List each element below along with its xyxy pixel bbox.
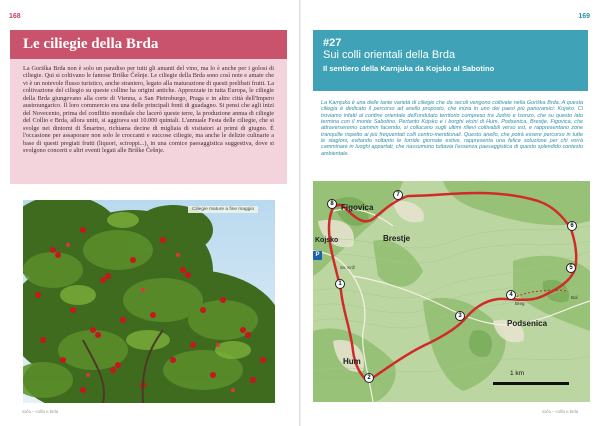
route-marker-2: 2 bbox=[364, 373, 374, 383]
map-label-podsenica: Podsenica bbox=[507, 319, 548, 328]
route-marker-4: 4 bbox=[506, 290, 516, 300]
map-scale-bar bbox=[493, 382, 569, 385]
map-label-figovica: Figovica bbox=[341, 203, 374, 212]
route-header-banner bbox=[313, 30, 588, 91]
route-marker-7: 7 bbox=[393, 190, 403, 200]
route-intro-text: La Karnjuka è una delle tante varietà di ciliegie che da secoli vengono coltivate nella Goriška Brda. A questa ciliegia è dedicato il percorso ad anello proposto, che inizia in uno dei paesi più panoramici: Kojsko. Ci troviamo infatti al confine orientale dell'ondulato territorio compreso tra Judrio e Isonzo, che su questo lato termina con il monte Sabotino. Pertanto Kojsko e i borghi vicini di Hum, Podsenica, Brestje, Figovica, che attraverseremo cammin facendo, si collocano sugli ultimi rilievi coltivabili verso est, e rappresentano zone tranquille rispetto ai più frequentati colli centro-meridionali. Questo anello, che potrà essere percorso in tutte le stagioni, evitando soltanto le torride giornate estive, rappresenta una felice soluzione per chi vorrà camminare in luoghi appartati, che riassumono tuttavia l'essenza paesaggistica di questo splendido contesto ambientale. bbox=[321, 100, 583, 157]
cherry-tree-photo bbox=[23, 200, 275, 403]
topographic-map bbox=[313, 181, 590, 402]
route-marker-6: 6 bbox=[567, 221, 577, 231]
map-label-bol: Bol bbox=[571, 295, 578, 300]
map-label-breg: Breg bbox=[515, 301, 525, 306]
left-page-title: Le ciliegie della Brda bbox=[23, 36, 159, 52]
map-scale-label: 1 km bbox=[510, 370, 525, 377]
right-page-number: 169 bbox=[578, 13, 590, 20]
route-marker-3: 3 bbox=[455, 311, 465, 321]
page-gutter bbox=[299, 0, 301, 426]
cherry-tree-illustration bbox=[23, 200, 275, 403]
left-footer: soča – collio e brda bbox=[22, 409, 59, 414]
left-text-box bbox=[10, 59, 287, 184]
left-page-number: 168 bbox=[9, 13, 21, 20]
map-label-hum: Hum bbox=[343, 357, 361, 366]
map-label-kojsko: Kojsko bbox=[315, 237, 339, 244]
right-footer: soča – collio e brda bbox=[542, 409, 579, 414]
route-marker-5: 5 bbox=[566, 263, 576, 273]
photo-caption: Ciliegie mature a fine maggio bbox=[188, 206, 258, 213]
route-intro bbox=[321, 100, 583, 157]
route-title: Sui colli orientali della Brda bbox=[323, 49, 456, 61]
route-map bbox=[313, 181, 590, 402]
map-label-sv-kriz: Sv. Križ bbox=[340, 265, 356, 270]
route-subtitle: Il sentiero della Karnjuka da Kojsko al Sabotino bbox=[323, 64, 495, 73]
route-marker-8: 8 bbox=[327, 199, 337, 209]
map-label-brestje: Brestje bbox=[383, 234, 411, 243]
parking-icon: P bbox=[313, 251, 322, 260]
route-number: #27 bbox=[323, 37, 342, 49]
route-marker-1: 1 bbox=[335, 279, 345, 289]
left-body-text: La Goriška Brda non è solo un paradiso per tutti gli amanti del vino, ma lo è anche per i golosi di ciliegie. Qui si coltivano le famose Briške Češnje. Le ciliegie della Brda sono così note e amate che vi è un notevole flusso turistico, anche straniero, legato alla maturazione di questi prelibati frutti. La coltivazione del ciliegio su queste colline ha origini antiche. Apprezzate in tutta Europa, le ciliegie della Brda giungevano alla corte di Vienna, a San Pietroburgo, Praga e in altre città dell'Impero austroungarico. Il loro commercio era una delle principali fonti di guadagno. Si pensi che agli inizi del Novecento, prima del conflitto mondiale che lacerò queste terre, la produzione annua di ciliegie del Collio e Brda, allora uniti, si aggirava sui 10.000 quintali. L'annuale Festa delle ciliegie, che si svolge nei dintorni di Šmartno, richiama decine di migliaia di visitatori ai primi di giugno. È l'occasione per assaporare non solo le croccanti e succose ciliegie, ma anche le delizie culinarie a base di questi pregiati frutti (liquori, sciroppi...), in una cornice paesaggistica suggestiva, dove si svolgono concerti e altri eventi legati alle Briške Češnje. bbox=[23, 65, 274, 154]
left-title-banner bbox=[10, 30, 287, 59]
